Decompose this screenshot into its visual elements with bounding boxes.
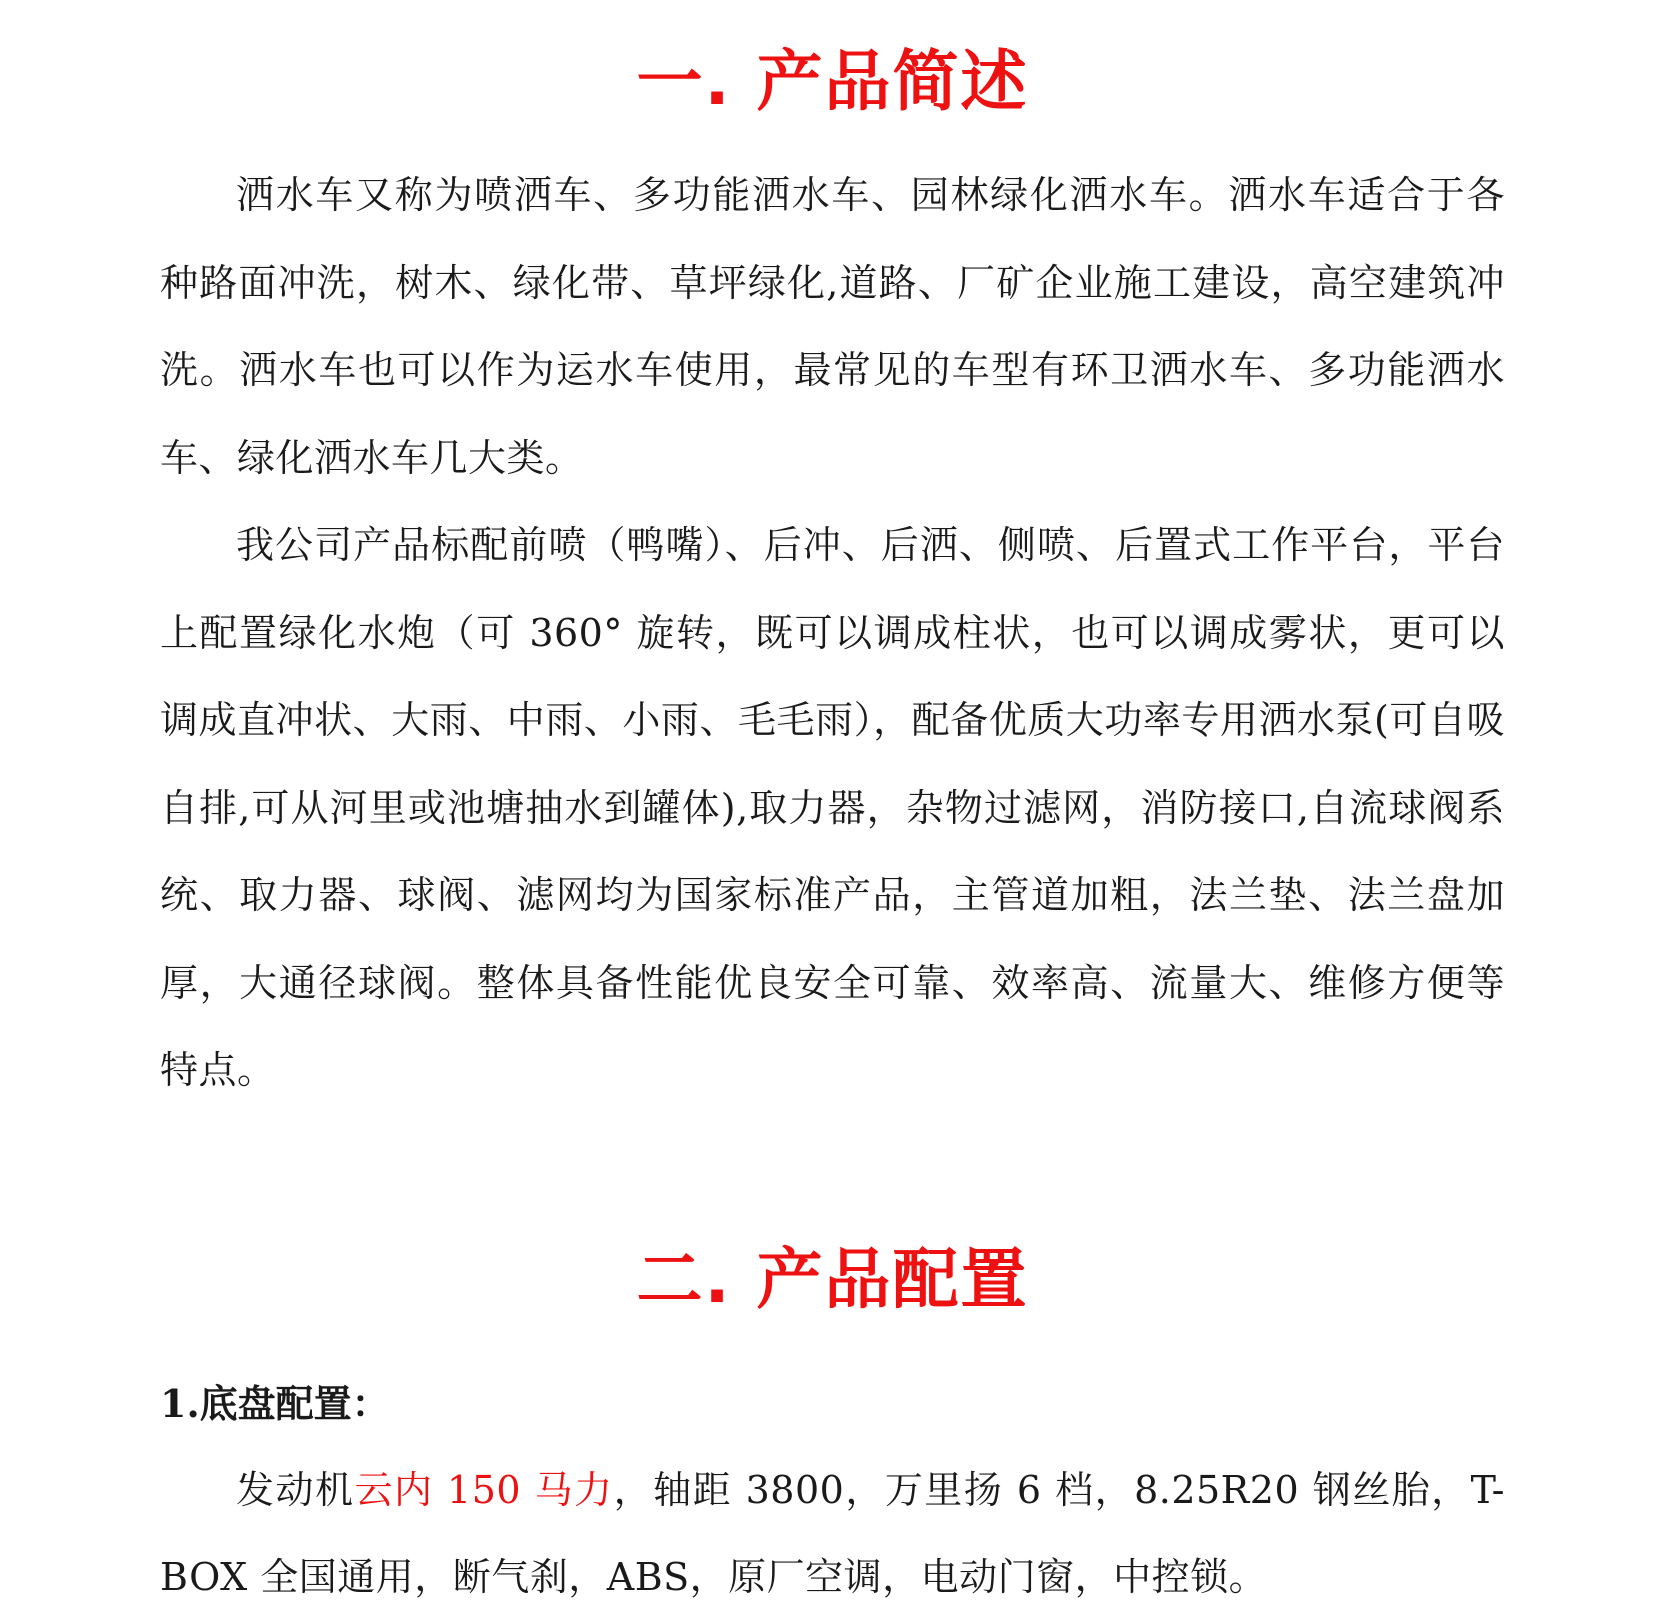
chassis-config-subtitle: 1.底盘配置： (160, 1380, 390, 1426)
section-2-title: 二. 产品配置 (636, 1240, 1029, 1318)
chassis-details-text: ，轴距 3800，万里扬 6 档，8.25R20 钢丝胎，T-BOX 全国通用，断气刹，ABS，原厂空调，电动门窗，中控锁。 (160, 1467, 1505, 1599)
section-1-title: 一. 产品简述 (636, 43, 1029, 120)
section-1-paragraph-2: 我公司产品标配前喷（鸭嘴）、后冲、后洒、侧喷、后置式工作平台，平台上配置绿化水炮（可 360° 旋转，既可以调成柱状，也可以调成雾状，更可以调成直冲状、大雨、中雨、小雨、毛毛雨），配备优质大功率专用洒水泵(可自吸自排,可从河里或池塘抽水到罐体),取力器，杂物过滤网，消防接口,自流球阀系统、取力器、球阀、滤网均为国家标准产品，主管道加粗，法兰垫、法兰盘加厚，大通径球阀。整体具备性能优良安全可靠、效率高、流量大、维修方便等特点。 (160, 523, 1505, 1092)
engine-highlight-text: 云内 150 马力 (354, 1467, 614, 1512)
chassis-config-paragraph (160, 1447, 1505, 1622)
document-page (160, 0, 1505, 1622)
section-1-paragraph-1: 洒水车又称为喷洒车、多功能洒水车、园林绿化洒水车。洒水车适合于各种路面冲洗，树木、绿化带、草坪绿化,道路、厂矿企业施工建设，高空建筑冲洗。洒水车也可以作为运水车使用，最常见的车型有环卫洒水车、多功能洒水车、绿化洒水车几大类。 (160, 173, 1505, 480)
chassis-prefix-text: 发动机 (236, 1467, 355, 1512)
